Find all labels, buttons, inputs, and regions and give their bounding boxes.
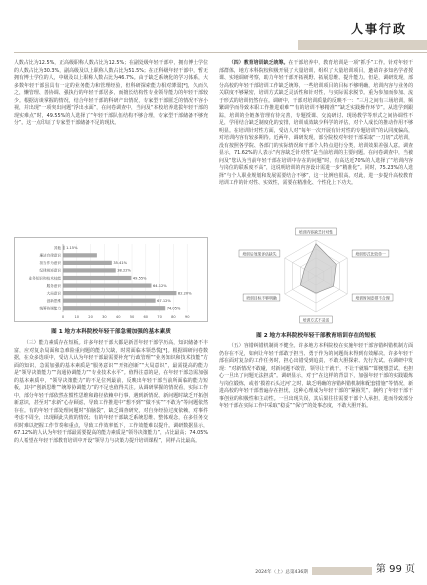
bar — [63, 299, 156, 303]
bar — [63, 291, 176, 295]
x-tick-label: 30 — [102, 315, 107, 319]
category-label: 廉洁自律意识 — [39, 253, 61, 258]
value-label: 1.15% — [66, 246, 78, 251]
radar-axis-label: 培训形式比较单一 — [355, 251, 386, 257]
category-label: 其他 — [53, 246, 61, 251]
right-column-top — [219, 60, 413, 188]
header-rule — [14, 52, 427, 53]
paragraph: 人数占比为12.5%，正高级职称人数占比为12.5%；在副处级年轻干部中，拥有博士学位的人数占比为30.3%，副高级及以上职称人数占比为51.5%；在正科级年轻干部中，暂无拥有博士学位的人，中级及以上职称人数占比为46.7%。由于缺乏系统化的学习体系，大多数年轻干部虽具有一定的业务能力和管理经验，但科研探索能力相对薄弱[*]，久而久之，懒管理、善协调、强执行的年轻干部居多，而擅长结构性专业领导能力的年轻干部较少。根据访谈掌握的情况，结合年轻干部的科研产出情况，专家型干部匮乏的情况不容小视，并出现“一项突出问题“浮出水面”，在问卷调查中，当问及“本校培养选拔年轻干部的现实难点”时，49.55%的人选择了“年轻干部队伍结构不够合理，专家型干部储备不够充分”。这一点印证了专家型干部储备不足的现状。 — [14, 60, 208, 126]
footer — [255, 560, 415, 575]
value-label: 38.22% — [117, 268, 131, 273]
right-column-lower — [219, 343, 413, 411]
x-tick-label: 50 — [129, 315, 135, 319]
paragraph: （五）容错纠错机制尚不健全。许多地方本科院校在实施年轻干部容错纠错机制方面仍存在不足，如何让年轻干部敢于担当、勇于作为的问题尚未得到有效解决。许多年轻干部在面对复杂的工作任务时，担心出错受到追责，不敢大胆探索、先行先试。在调研中发现：“对新情况不敢碰，对新问题不敢管，领导让干就干，不让干就躲”“即便想尝试，也担心一旦出了问题无法担责”。调研显示，对于“在这样的背景下，加强年轻干部的实践锻炼与岗位锻炼，或者‘摸着石头过河’之时，缺乏明确的容错纠错机制和配套措施”等情况，新进高校的年轻干部普遍存在担忧，这种心理成为年轻干部的“紧箍咒”，制约了年轻干部干事创业的积极性和主动性。一旦出现失误，其后果往往需要干部个人承担，进而导致部分年轻干部在实际工作中采取“稳妥”“保守”的处事态度，不敢大胆开拓。 — [219, 343, 413, 409]
page-number: 第 99 页 — [375, 564, 415, 575]
x-tick-label: 10 — [74, 315, 80, 319]
value-label: 82.20% — [177, 291, 192, 296]
category-label: 创新思维 — [46, 298, 61, 303]
radar-axis-label: 培训时间安排不合理 — [355, 295, 390, 301]
bar — [63, 283, 151, 287]
header-title: 人事行政 — [350, 22, 407, 36]
radar-axis-label: 培训方式不灵活 — [302, 317, 330, 323]
category-label: 纪律规矩意识 — [39, 268, 61, 273]
figure-2-caption: 图 2 地方本科院校年轻干部教育培训存在的短板 — [256, 333, 376, 339]
value-label: 49.55% — [132, 276, 147, 281]
bar — [63, 261, 112, 265]
paragraph: 在干部培养中，教育培训是一项“抓手”工作。针对年轻干部群体，地方本科院校积极开展了大量培训，组织了大量培训项目，邀请许多知名学者授课、实地调研考察，助力年轻干部开拓视野、拓展思维、提升能力。但是，调研发现，部分高校的年轻干部培训工作缺乏统筹，一些培训项目的目标不够明确，培训内容与业务的关联度不够紧密，培训方式缺乏灵活性和针对性，与实际需求脱节。重为参加而参加、流于形式的培训仍然存在。调研中，干部对培训质量的反映不一：“三月之间有三场培训，频繁调学而导致本职工作推进艰难”“有的培训不够精准”“缺乏实践操作环节”。从选学到跟踪，培训的全链条管理有待完善，专题授课、交流研讨、现场教学等形式之间协调性不足，学用结合缺乏制度化的安排，培训成效缺少科学的评估，对个人成长的推动作用不够明显。在培训针对性方面，受访人对“每年一次开展有针对性的专题培训”的认同度偏高，对培训内容有较多期待。近两年，调研发现，部分院校对年轻干部采取“一刀切”式培训，没有按照各学院、各部门的实际情况和干部个人特点进行分类，培训效果差强人意。调查显示，71.62%的人表示“内容缺乏针对性”是当前培训的主要问题。在问卷调查中，当被问及“您认为当前年轻干部在培训中存在的问题”时，有高达近70%的人选择了“培训内容与岗位的联系度不高”，这说明培训的内容设计需进一步“精准化”。同时，75.23%的人选择“与个人职业规划和发展需要结合不够”，这一比例也很高。对此，进一步提升高校教育培训工作的针对性、实效性，需要在精准化、个性化上下功夫。 — [219, 60, 413, 186]
category-label: 大局意识 — [46, 291, 61, 296]
x-tick-label: 0 — [61, 315, 65, 319]
category-label: 统筹协调能力 — [39, 306, 61, 311]
x-tick-label: 20 — [88, 315, 93, 319]
left-column-top — [14, 60, 208, 128]
section-heading: （四）教育培训缺乏统筹。 — [228, 60, 289, 66]
radar-axis-label: 培训目标不够明确 — [246, 295, 277, 301]
x-tick-label: 90 — [184, 315, 190, 319]
value-label: 64.12% — [152, 283, 167, 288]
x-tick-label: 60 — [143, 315, 149, 319]
bar — [63, 276, 131, 280]
radar-axis-label: 培训内容缺乏针对性 — [298, 229, 334, 235]
left-column-lower — [14, 340, 208, 445]
paragraph: （三）能力素质存在短板。许多年轻干部大都是新晋年轻干部学历高，知识储备不丰富，应对复杂局面和急难险重问题的能力欠缺，时常面临本领恐慌[*]。根据调研问卷数据，在众多选项中，受访人认为年轻干部最需要补充“行政管理”“业务知识和技术技能”方面的知识，急需加强的基本素质是“服务意识”“开拓创新”“大局意识”，最需提高的能力是“领导决策能力”“沟通协调能力”“专业技术水平”。值得注意的是，在年轻干部急需加强的基本素质中，“领导决策能力”的不足位列最前，反映出年轻干部当前所面临的能力短板，其中“创新思维”“统筹协调能力”的不足也值得关注。从调研掌握的情况看，实际工作中，部分年轻干部依然在惯性思维和路径依赖中行事，遇到新情况、新问题时缺乏开拓创新意识，甚至对“求新”心存顾虑，导致工作推进中“想不到”“做不实”“不敢为”等问题依然存在。有的年轻干部处理问题时“拍脑袋”，缺乏调查研究，对自身经验过度依赖，对事件考虑不周全，出现顾此失彼的情况；有的年轻干部缺乏系统思维、整体观念，在多任务交织时难以把握工作节奏和重点，导致工作效率低下，工作效能难以提升。调研数据显示，67.12%的人认为年轻干部最需要提高的能力素质是“领导决策能力”，占比最高；74.05%的人希望在年轻干部教育培训中开设“领导力与决策力提升培训课程”，同样占比最高。 — [14, 340, 208, 444]
category-label: 担当作为意识 — [39, 261, 61, 266]
radar-data-area — [300, 244, 336, 293]
bar — [63, 268, 116, 272]
footer-bar — [312, 567, 372, 575]
header-bar — [298, 40, 427, 50]
bar — [63, 253, 97, 257]
x-tick-label: 70 — [157, 315, 162, 319]
figure-2-radar-chart — [219, 224, 413, 328]
radar-axis-label: 培训后效果评估缺失 — [242, 251, 277, 257]
value-label: 67.12% — [157, 298, 171, 303]
figure-1-caption: 图 1 地方本科院校年轻干部急需加强的基本素质 — [51, 329, 171, 335]
bar — [63, 306, 165, 310]
x-tick-label: 40 — [115, 315, 121, 319]
issue-label: 2024年（上）总第436期 — [255, 570, 308, 575]
value-label: 35.41% — [113, 261, 128, 266]
x-tick-label: 80 — [171, 315, 176, 319]
category-label: 服务意识 — [46, 283, 61, 288]
category-label: 业务知识和技术技能 — [28, 276, 61, 281]
value-label: 74.05% — [166, 306, 181, 311]
figure-1-bar-chart — [14, 237, 208, 322]
